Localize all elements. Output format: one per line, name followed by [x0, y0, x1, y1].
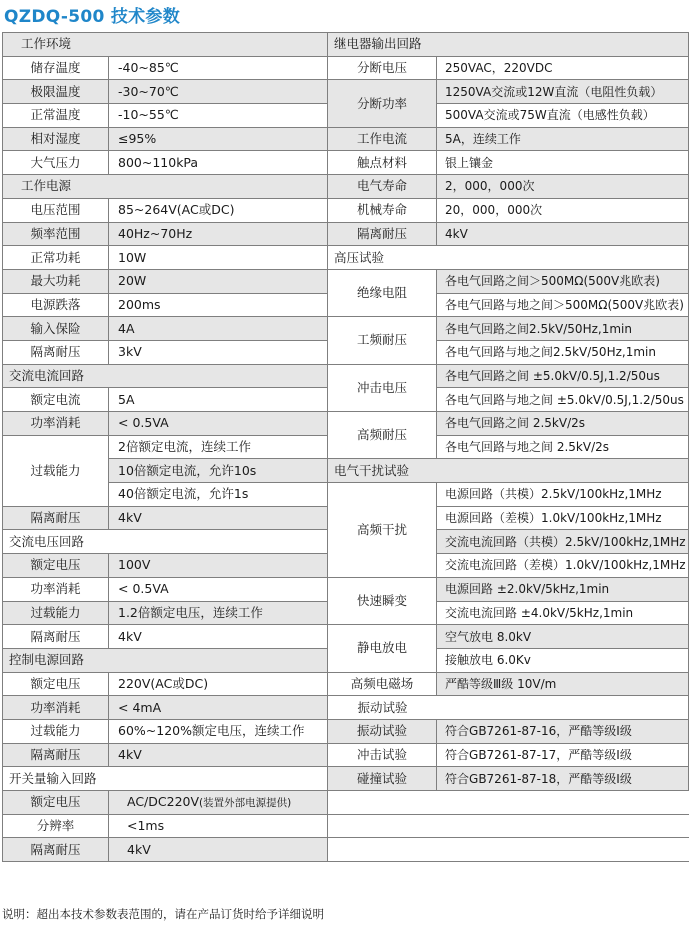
row-value: 4A — [109, 317, 328, 341]
footer-note: 说明：超出本技术参数表范围的，请在产品订货时给予详细说明 — [2, 907, 324, 921]
row-value: 电源回路（共模）2.5kV/100kHz,1MHz — [437, 483, 689, 507]
section-relay: 继电器输出回路 — [328, 33, 689, 57]
row-label: 触点材料 — [328, 151, 437, 175]
table-row — [328, 198, 689, 222]
row-value: 交流电流回路（共模）2.5kV/100kHz,1MHz — [437, 530, 689, 554]
row-value: 各电气回路与地之间2.5kV/50Hz,1min — [437, 340, 689, 364]
row-value: 各电气回路之间2.5kV/50Hz,1min — [437, 317, 689, 341]
table-row — [328, 625, 689, 649]
row-label: 静电放电 — [328, 625, 437, 672]
table-row — [328, 743, 689, 767]
row-label: 频率范围 — [3, 222, 109, 246]
left-spec-table — [2, 32, 328, 862]
row-value: 符合GB7261-87-18，严酷等级Ⅰ级 — [437, 767, 689, 791]
row-value: 20，000，000次 — [437, 198, 689, 222]
row-value: 各电气回路之间 ±5.0kV/0.5J,1.2/50us — [437, 364, 689, 388]
row-value: 10W — [109, 246, 328, 270]
row-label: 高频耐压 — [328, 412, 437, 459]
row-value: 1250VA交流或12W直流（电阻性负载） — [437, 80, 689, 104]
row-value: 10倍额定电流，允许10s — [109, 459, 328, 483]
row-label: 大气压力 — [3, 151, 109, 175]
section-work-env: 工作环境 — [3, 33, 328, 57]
row-value: 250VAC，220VDC — [437, 56, 689, 80]
row-label: 功率消耗 — [3, 696, 109, 720]
table-row — [328, 175, 689, 199]
section-ac-current: 交流电流回路 — [3, 364, 328, 388]
table-row — [3, 577, 328, 601]
empty-cell — [328, 838, 689, 862]
row-value: 2倍额定电流，连续工作 — [109, 435, 328, 459]
row-label: 绝缘电阻 — [328, 269, 437, 316]
row-label: 冲击试验 — [328, 743, 437, 767]
row-label: 分断电压 — [328, 56, 437, 80]
row-value: 各电气回路与地之间＞500MΩ(500V兆欧表) — [437, 293, 689, 317]
table-row — [328, 127, 689, 151]
row-value: 各电气回路与地之间 ±5.0kV/0.5J,1.2/50us — [437, 388, 689, 412]
row-label: 过载能力 — [3, 719, 109, 743]
row-label: 相对湿度 — [3, 127, 109, 151]
row-label: 额定电压 — [3, 554, 109, 578]
spec-tables — [2, 32, 688, 862]
row-label: 分断功率 — [328, 80, 437, 127]
table-row — [328, 222, 689, 246]
row-value: 4kV — [109, 838, 328, 862]
row-value: 40Hz~70Hz — [109, 222, 328, 246]
row-label: 输入保险 — [3, 317, 109, 341]
row-label: 碰撞试验 — [328, 767, 437, 791]
section-ac-voltage: 交流电压回路 — [3, 530, 328, 554]
row-label: 隔离耐压 — [3, 625, 109, 649]
row-value: 4kV — [109, 506, 328, 530]
row-value: -40~85℃ — [109, 56, 328, 80]
row-label: 电压范围 — [3, 198, 109, 222]
row-label: 分辨率 — [3, 814, 109, 838]
row-value: -10~55℃ — [109, 104, 328, 128]
row-value: 220V(AC或DC) — [109, 672, 328, 696]
table-row — [3, 198, 328, 222]
table-row — [3, 506, 328, 530]
row-value: 5A，连续工作 — [437, 127, 689, 151]
table-row — [3, 56, 328, 80]
table-row — [328, 577, 689, 601]
table-row — [3, 791, 328, 815]
table-row — [3, 601, 328, 625]
row-label: 隔离耐压 — [3, 838, 109, 862]
row-label: 极限温度 — [3, 80, 109, 104]
rated-voltage-value: AC/DC220V — [127, 793, 200, 809]
table-row — [3, 222, 328, 246]
row-value: 符合GB7261-87-16，严酷等级Ⅰ级 — [437, 719, 689, 743]
row-label: 过载能力 — [3, 435, 109, 506]
row-value: 100V — [109, 554, 328, 578]
row-label: 高频干扰 — [328, 483, 437, 578]
row-value: 500VA交流或75W直流（电感性负载） — [437, 104, 689, 128]
table-row — [328, 412, 689, 436]
right-spec-table — [327, 32, 689, 862]
row-label: 额定电流 — [3, 388, 109, 412]
row-value: 严酷等级Ⅲ级 10V/m — [437, 672, 689, 696]
row-value: 2，000，000次 — [437, 175, 689, 199]
table-row — [3, 814, 328, 838]
empty-row — [328, 838, 689, 862]
row-value: < 0.5VA — [109, 412, 328, 436]
table-row — [3, 151, 328, 175]
table-row — [3, 80, 328, 104]
table-row — [328, 80, 689, 104]
row-value: 800~110kPa — [109, 151, 328, 175]
table-row — [328, 767, 689, 791]
row-label: 隔离耐压 — [328, 222, 437, 246]
table-row — [3, 293, 328, 317]
row-value: 5A — [109, 388, 328, 412]
empty-cell — [328, 791, 689, 815]
table-row — [3, 719, 328, 743]
row-value — [109, 791, 328, 815]
row-label: 隔离耐压 — [3, 743, 109, 767]
row-label: 冲击电压 — [328, 364, 437, 411]
row-label: 高频电磁场 — [328, 672, 437, 696]
table-row — [328, 317, 689, 341]
table-row — [3, 412, 328, 436]
empty-row — [328, 791, 689, 815]
section-vibration — [328, 696, 689, 720]
row-value: 200ms — [109, 293, 328, 317]
row-value: 各电气回路与地之间 2.5kV/2s — [437, 435, 689, 459]
row-label: 电源跌落 — [3, 293, 109, 317]
table-row — [328, 483, 689, 507]
section-emc: 电气干扰试验 — [328, 459, 689, 483]
table-row — [3, 696, 328, 720]
table-row — [3, 340, 328, 364]
row-value: 银上镶金 — [437, 151, 689, 175]
table-row — [328, 151, 689, 175]
row-label: 电气寿命 — [328, 175, 437, 199]
row-value: 4kV — [109, 743, 328, 767]
row-value: ≤95% — [109, 127, 328, 151]
row-value: 4kV — [437, 222, 689, 246]
row-value: 1.2倍额定电压，连续工作 — [109, 601, 328, 625]
table-row — [328, 56, 689, 80]
row-value: 电源回路 ±2.0kV/5kHz,1min — [437, 577, 689, 601]
row-value: 空气放电 8.0kV — [437, 625, 689, 649]
row-value: 电源回路（差模）1.0kV/100kHz,1MHz — [437, 506, 689, 530]
row-label: 隔离耐压 — [3, 506, 109, 530]
row-value: < 0.5VA — [109, 577, 328, 601]
table-row — [3, 672, 328, 696]
section-control-power: 控制电源回路 — [3, 648, 328, 672]
row-value: 20W — [109, 269, 328, 293]
table-row — [328, 672, 689, 696]
page-title: QZDQ-500 技术参数 — [4, 7, 181, 27]
row-value: 符合GB7261-87-17，严酷等级Ⅰ级 — [437, 743, 689, 767]
section-switch-input: 开关量输入回路 — [3, 767, 328, 791]
empty-row — [328, 814, 689, 838]
table-row — [3, 127, 328, 151]
row-value: 交流电流回路 ±4.0kV/5kHz,1min — [437, 601, 689, 625]
empty-cell — [328, 814, 689, 838]
row-label: 额定电压 — [3, 672, 109, 696]
row-label: 快速瞬变 — [328, 577, 437, 624]
table-row — [3, 625, 328, 649]
table-row — [3, 104, 328, 128]
table-row — [3, 388, 328, 412]
row-value: 40倍额定电流，允许1s — [109, 483, 328, 507]
row-label: 正常温度 — [3, 104, 109, 128]
table-row — [3, 838, 328, 862]
row-value: 接触放电 6.0Kv — [437, 648, 689, 672]
table-row — [328, 719, 689, 743]
row-label: 功率消耗 — [3, 577, 109, 601]
row-label: 机械寿命 — [328, 198, 437, 222]
table-row — [3, 743, 328, 767]
table-row — [3, 554, 328, 578]
table-row — [3, 317, 328, 341]
table-row — [3, 435, 328, 459]
row-value: -30~70℃ — [109, 80, 328, 104]
row-value: 4kV — [109, 625, 328, 649]
row-label: 额定电压 — [3, 791, 109, 815]
row-value: 各电气回路之间＞500MΩ(500V兆欧表) — [437, 269, 689, 293]
table-row — [3, 246, 328, 270]
row-label: 储存温度 — [3, 56, 109, 80]
table-row — [328, 364, 689, 388]
row-value: <1ms — [109, 814, 328, 838]
row-label: 工作电流 — [328, 127, 437, 151]
row-label: 最大功耗 — [3, 269, 109, 293]
row-label: 工频耐压 — [328, 317, 437, 364]
row-label: 功率消耗 — [3, 412, 109, 436]
rated-voltage-note: (装置外部电源提供) — [199, 796, 292, 809]
section-power: 工作电源 — [3, 175, 328, 199]
section-hv-test: 高压试验 — [328, 246, 689, 270]
row-label: 振动试验 — [328, 719, 437, 743]
row-value: < 4mA — [109, 696, 328, 720]
vibration-header: 振动试验 — [357, 699, 408, 715]
row-label: 正常功耗 — [3, 246, 109, 270]
table-row — [328, 269, 689, 293]
row-value: 3kV — [109, 340, 328, 364]
row-value: 85~264V(AC或DC) — [109, 198, 328, 222]
row-label: 隔离耐压 — [3, 340, 109, 364]
row-label: 过载能力 — [3, 601, 109, 625]
row-value: 各电气回路之间 2.5kV/2s — [437, 412, 689, 436]
table-row — [3, 269, 328, 293]
row-value: 交流电流回路（差模）1.0kV/100kHz,1MHz — [437, 554, 689, 578]
row-value: 60%~120%额定电压，连续工作 — [109, 719, 328, 743]
